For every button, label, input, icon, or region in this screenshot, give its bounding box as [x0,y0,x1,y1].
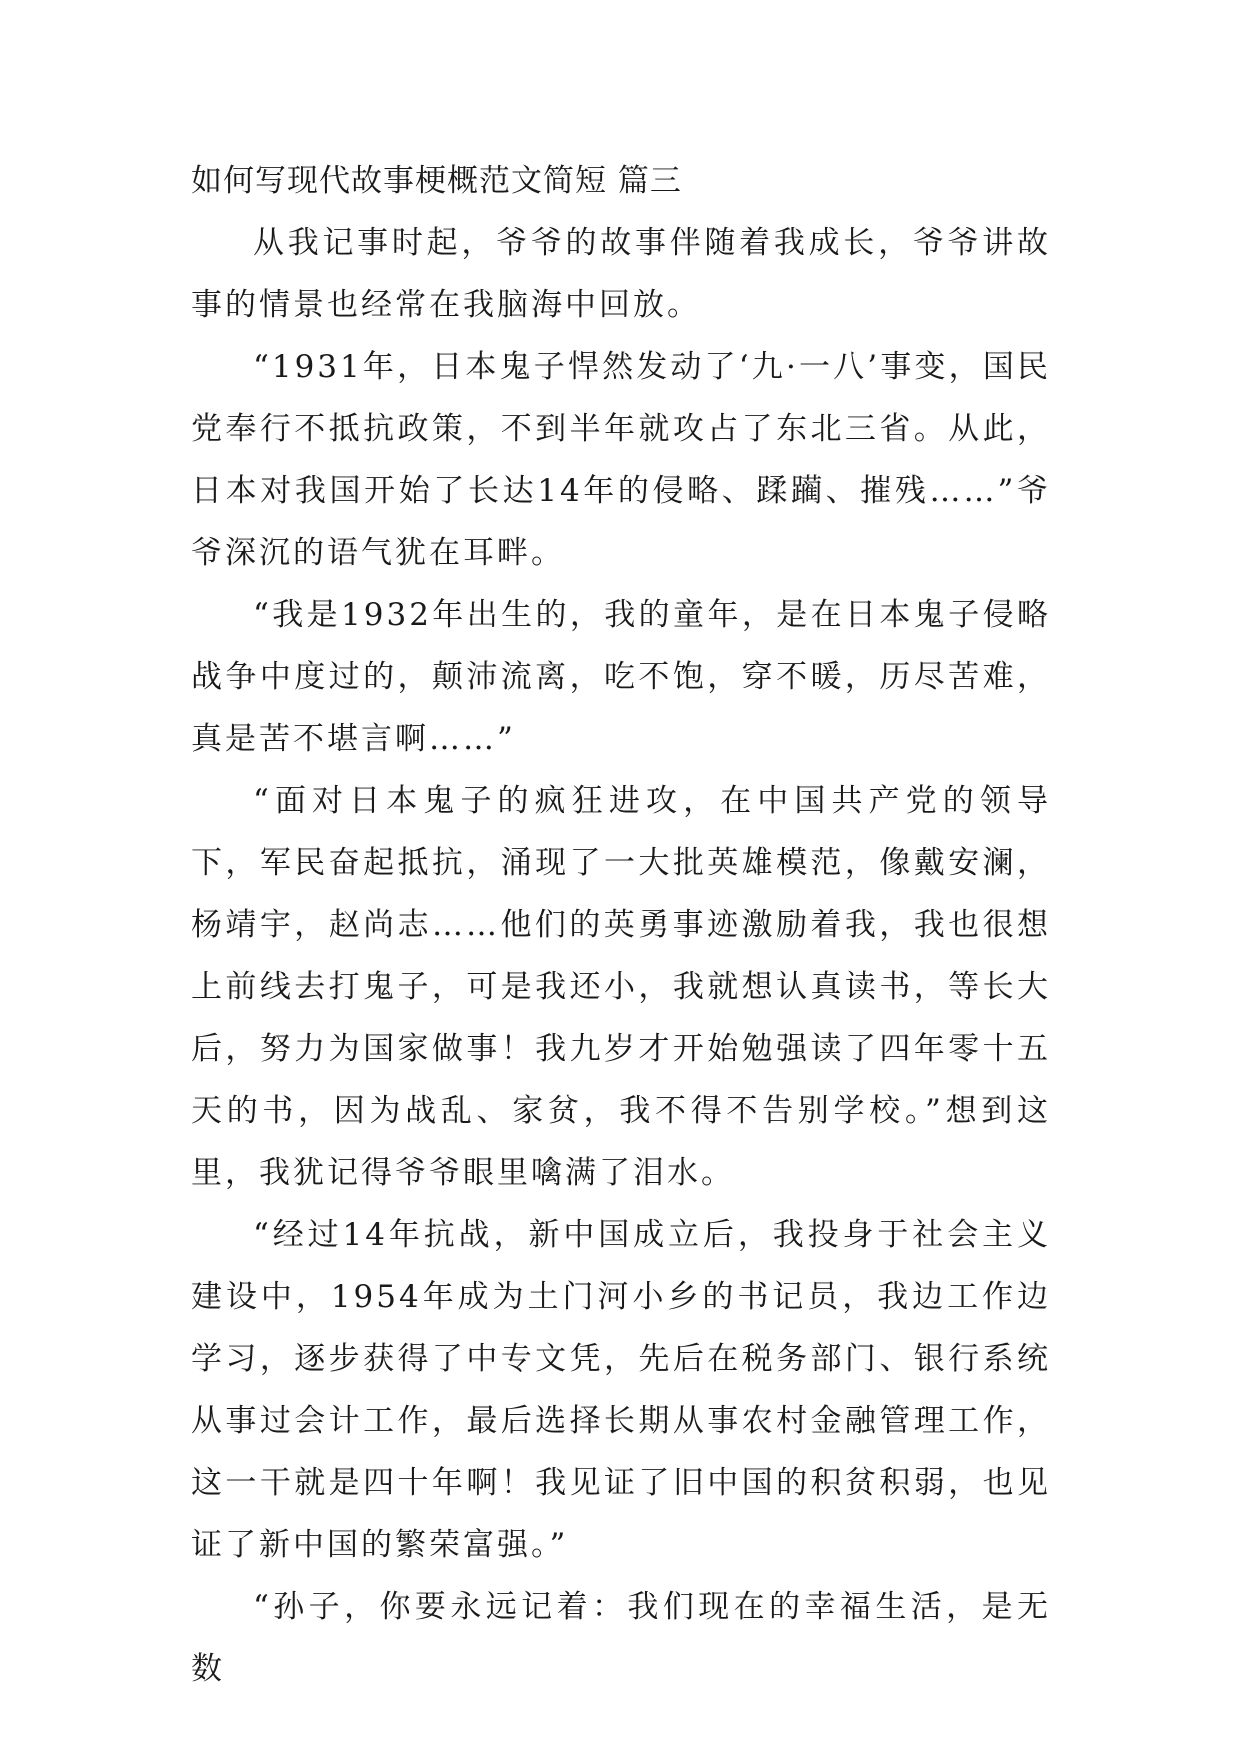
paragraph-4: “面对日本鬼子的疯狂进攻，在中国共产党的领导下，军民奋起抵抗，涌现了一大批英雄模范，像戴安澜，杨靖宇，赵尚志……他们的英勇事迹激励着我，我也很想上前线去打鬼子，可是我还小，我就想认真读书，等长大后，努力为国家做事！我九岁才开始勉强读了四年零十五天的书，因为战乱、家贫，我不得不告别学校。”想到这里，我犹记得爷爷眼里噙满了泪水。 [191,783,1051,1191]
document-title: 如何写现代故事梗概范文简短 篇三 [191,163,682,199]
paragraph-3: “我是1932年出生的，我的童年，是在日本鬼子侵略战争中度过的，颠沛流离，吃不饱，穿不暖，历尽苦难，真是苦不堪言啊……” [191,597,1051,757]
paragraph-6: “孙子，你要永远记着：我们现在的幸福生活，是无数 [191,1589,1051,1687]
paragraph-2: “1931年，日本鬼子悍然发动了‘九·一八’事变，国民党奉行不抵抗政策，不到半年就攻占了东北三省。从此，日本对我国开始了长达14年的侵略、蹂躏、摧残……”爷爷深沉的语气犹在耳畔。 [191,349,1051,571]
paragraph-1: 从我记事时起，爷爷的故事伴随着我成长，爷爷讲故事的情景也经常在我脑海中回放。 [191,225,1051,323]
paragraph-5: “经过14年抗战，新中国成立后，我投身于社会主义建设中，1954年成为土门河小乡的书记员，我边工作边学习，逐步获得了中专文凭，先后在税务部门、银行系统从事过会计工作，最后选择长期从事农村金融管理工作，这一干就是四十年啊！我见证了旧中国的积贫积弱，也见证了新中国的繁荣富强。” [191,1217,1051,1563]
document-body [191,150,1051,1700]
